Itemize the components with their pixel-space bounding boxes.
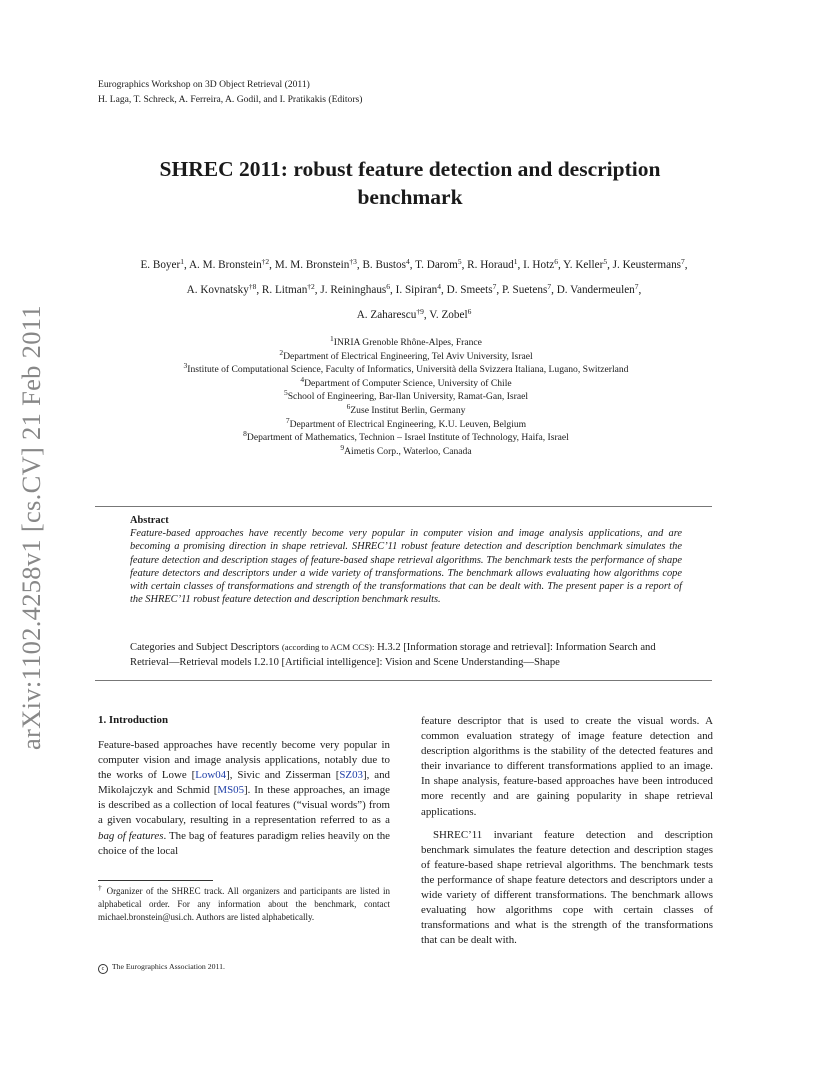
affiliation-item <box>100 415 712 432</box>
citation-low04[interactable]: Low04 <box>195 769 227 782</box>
author-affiliation-mark: †3 <box>349 257 357 266</box>
author-name: V. Zobel <box>429 309 468 321</box>
affiliation-number: 8 <box>243 429 247 439</box>
author-affiliation-mark: 7 <box>681 257 685 266</box>
author-affiliation-mark: †2 <box>307 282 315 291</box>
venue-header <box>98 77 362 107</box>
copyright-line <box>98 962 225 974</box>
ccs-text: H.3.2 [Information storage and retrieval]: Information Search and Retrieval—Retrieval models I.2.10 [Artificial intelligence]: Vision and Scene Understanding—Shape <box>130 642 656 668</box>
ccs-descriptors <box>130 640 682 670</box>
intro-text-e: . The bag of features paradigm relies heavily on the choice of the local <box>98 829 391 857</box>
arxiv-stamp-text: arXiv:1102.4258v1 [cs.CV] 21 Feb 2011 <box>16 305 46 750</box>
affiliation-text: Institute of Computational Science, Faculty of Informatics, Università della Svizzera Italiana, Lugano, Switzerland <box>187 364 629 376</box>
author-affiliation-mark: 4 <box>405 257 410 266</box>
affiliation-number: 2 <box>279 347 284 357</box>
author-affiliation-mark: 5 <box>457 257 462 266</box>
author-name: P. Suetens <box>501 284 548 296</box>
author-affiliation-mark: †2 <box>261 257 270 266</box>
author-name: R. Horaud <box>467 259 514 271</box>
affiliation-text: INRIA Grenoble Rhône-Alpes, France <box>333 337 482 348</box>
author-affiliation-mark: 7 <box>492 282 497 291</box>
title-line-1: SHREC 2011: robust feature detection and description <box>159 157 661 181</box>
ccs-note: (according to ACM CCS): <box>281 642 375 652</box>
author-name: E. Boyer <box>140 259 181 271</box>
affiliation-text: Department of Electrical Engineering, Tel Aviv University, Israel <box>283 350 533 362</box>
author-affiliation-mark: 6 <box>467 307 472 316</box>
author-affiliation-mark: 7 <box>634 282 639 291</box>
author-name: T. Darom <box>415 259 458 271</box>
venue-editors-line: H. Laga, T. Schreck, A. Ferreira, A. Godil, and I. Pratikakis (Editors) <box>98 94 363 105</box>
intro-right-paragraph-2: SHREC’11 invariant feature detection and description benchmark simulates the feature detection and description stages of feature-based shape retrieval algorithms. The benchmark tests the performance of shape feature detectors and descriptors under a wide variety of different transformations. The benchmark allows evaluating how algorithms cope with certain classes of transformations and what is the strength of the transformations that can be dealt with. <box>421 828 713 947</box>
abstract-top-rule <box>95 506 712 507</box>
affiliation-number: 3 <box>183 361 188 371</box>
author-name: B. Bustos <box>362 259 406 271</box>
affiliation-text: Department of Electrical Engineering, K.U. Leuven, Belgium <box>289 418 527 430</box>
affiliation-item <box>100 431 712 445</box>
affiliation-text: Department of Computer Science, University of Chile <box>304 377 512 389</box>
intro-text-a: Feature-based approaches have recently become very popular in computer vision and image analysis applications, notably due to the works of Lowe [ <box>98 739 390 782</box>
author-affiliation-mark: 7 <box>547 282 552 291</box>
author-name: Y. Keller <box>563 259 604 271</box>
author-affiliation-mark: †8 <box>248 282 257 291</box>
author-affiliation-mark: 1 <box>513 257 518 266</box>
footnote <box>98 885 390 925</box>
affiliation-item <box>100 390 712 404</box>
author-affiliation-mark: †9 <box>416 307 424 316</box>
affiliation-number: 1 <box>330 334 334 343</box>
abstract-bottom-rule <box>95 680 712 681</box>
affiliation-item <box>100 363 712 377</box>
affiliation-item <box>100 336 712 350</box>
author-list <box>60 253 768 328</box>
affiliation-item <box>100 401 712 418</box>
title-line-2: benchmark <box>357 185 463 209</box>
abstract-heading: Abstract <box>130 515 169 526</box>
affiliation-number: 4 <box>300 374 305 384</box>
ccs-lead: Categories and Subject Descriptors <box>130 642 280 653</box>
affiliation-item <box>100 374 712 391</box>
author-name: D. Smeets <box>446 284 493 296</box>
author-name: I. Sipiran <box>395 284 438 296</box>
affiliation-number: 7 <box>285 415 290 425</box>
intro-text-b: ], Sivic and Zisserman [ <box>226 769 340 782</box>
affiliation-item <box>100 442 712 459</box>
author-name: A. Zaharescu <box>356 309 417 321</box>
author-affiliation-mark: 1 <box>180 257 184 266</box>
author-line-2: A. Kovnatsky$^{\dagger 8}$, R. Litman$^{\dagger 2}$, J. Reininghaus$^6$, I. Sipiran$^4$, D. Smeets$^7$, P. Suetens$^7$, D. Vandermeulen$^7$, <box>186 282 642 296</box>
author-affiliation-mark: 6 <box>386 282 391 291</box>
affiliation-list <box>100 336 712 458</box>
author-line-1: E. Boyer$^1$, A. M. Bronstein$^{\dagger 2}$, M. M. Bronstein$^{\dagger 3}$, B. Bustos$^4$, T. Darom$^5$, R. Horaud$^1$, I. Hotz$^6$, Y. Keller$^5$, J. Keustermans$^7$, <box>140 257 688 271</box>
author-name: M. M. Bronstein <box>274 259 350 271</box>
citation-ms05[interactable]: MS05 <box>217 784 245 797</box>
paper-title <box>60 155 760 211</box>
affiliation-item <box>100 347 712 364</box>
author-affiliation-mark: 6 <box>554 257 558 266</box>
author-line-3: A. Zaharescu$^{\dagger 9}$, V. Zobel$^6$ <box>356 307 472 321</box>
affiliation-number: 6 <box>346 401 351 411</box>
intro-emphasis: bag of features <box>98 829 164 842</box>
author-name: J. Keustermans <box>612 259 682 271</box>
citation-sz03[interactable]: SZ03 <box>339 769 363 782</box>
affiliation-text: Aimetis Corp., Waterloo, Canada <box>344 445 472 457</box>
intro-text-c: ], and Mikolajczyk and Schmid [ <box>98 769 390 797</box>
copyright-icon: c <box>98 964 108 974</box>
intro-right-paragraph-1: feature descriptor that is used to create the visual words. A common evaluation strategy of image feature detection and description algorithms is the stability of the detected features and their invariance to different transformations applied to an image. In shape analysis, feature-based approaches have been introduced more recently and are gaining popularity in shape retrieval applications. <box>421 715 713 818</box>
author-affiliation-mark: 5 <box>603 257 608 266</box>
author-name: R. Litman <box>261 284 308 296</box>
author-name: I. Hotz <box>523 259 555 271</box>
abstract-block <box>130 514 682 606</box>
affiliation-text: Department of Mathematics, Technion – Israel Institute of Technology, Haifa, Israel <box>246 432 569 444</box>
affiliation-number: 5 <box>283 388 288 398</box>
author-name: J. Reininghaus <box>320 284 387 296</box>
copyright-text: The Eurographics Association 2011. <box>111 962 225 971</box>
intro-text-d: ]. In these approaches, an image is described as a collection of local features (“visual words”) from a given vocabulary, resulting in a representation referred to as a <box>98 784 390 827</box>
footnote-rule <box>98 880 213 881</box>
section-heading-introduction: 1. Introduction <box>98 714 168 726</box>
affiliation-number: 9 <box>340 442 345 452</box>
author-affiliation-mark: 4 <box>437 282 442 291</box>
author-name: A. M. Bronstein <box>188 259 262 271</box>
abstract-text: Feature-based approaches have recently become very popular in computer vision and image analysis applications, and are becoming a promising direction in shape retrieval. SHREC’11 robust feature detection and description benchmark simulates the feature detection and description stages of feature-based shape retrieval algorithms. The benchmark tests the performance of shape feature detectors and descriptors under a wide variety of transformations. The benchmark allows evaluating how algorithms cope with certain classes of transformations and strength of the transformations that can be dealt with. The present paper is a report of the SHREC’11 robust feature detection and description benchmark results. <box>130 528 682 606</box>
footnote-text: Organizer of the SHREC track. All organizers and participants are listed in alphabetical order. For any information about the benchmark, contact michael.bronstein@usi.ch. Authors are listed alphabetically. <box>98 886 391 923</box>
affiliation-text: Zuse Institut Berlin, Germany <box>350 404 466 416</box>
author-name: A. Kovnatsky <box>186 284 249 296</box>
venue-line-1: Eurographics Workshop on 3D Object Retrieval (2011) <box>98 79 310 90</box>
intro-right-column <box>421 714 713 948</box>
intro-left-paragraph <box>98 738 390 859</box>
author-name: D. Vandermeulen <box>556 284 635 296</box>
affiliation-text: School of Engineering, Bar-Ilan University, Ramat-Gan, Israel <box>287 391 529 403</box>
footnote-mark: † <box>98 883 104 892</box>
